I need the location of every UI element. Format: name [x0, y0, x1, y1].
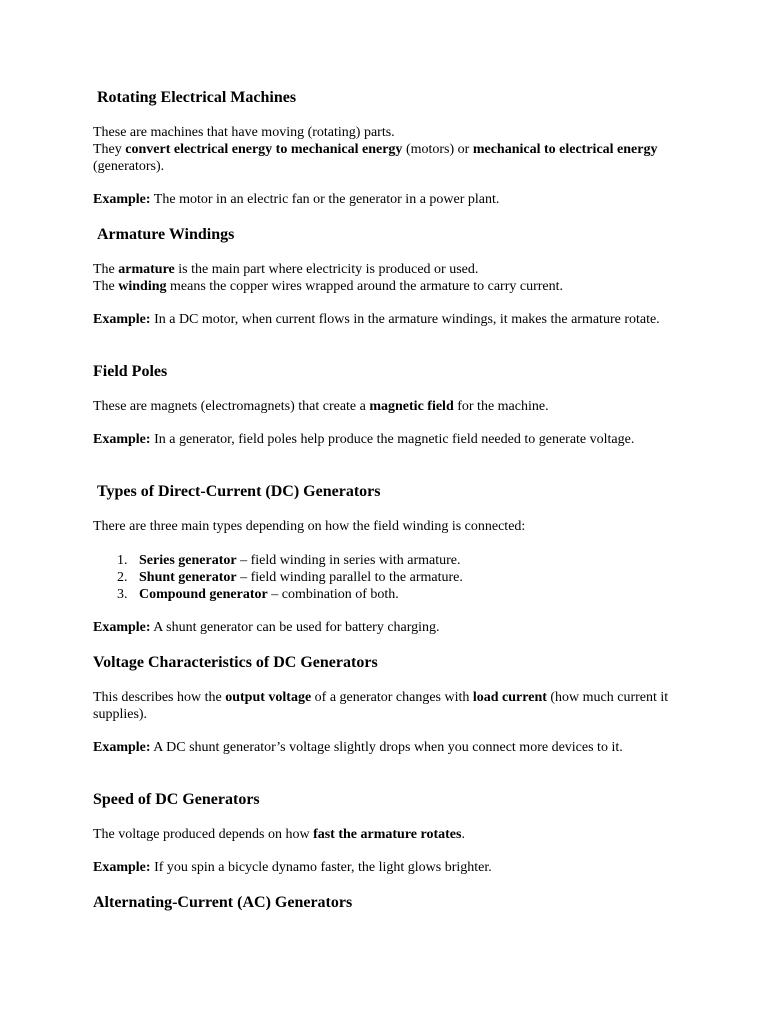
- heading-speed: Speed of DC Generators: [93, 791, 260, 808]
- paragraph-field-poles: These are magnets (electromagnets) that create a magnetic field for the machine.: [93, 399, 549, 414]
- heading-armature-windings: Armature Windings: [97, 226, 235, 243]
- example-dc-types: Example: A shunt generator can be used for battery charging.: [93, 620, 440, 635]
- heading-rotating-machines: Rotating Electrical Machines: [97, 89, 297, 106]
- paragraph-armature: The armature is the main part where electricity is produced or used. The winding means the copper wires wrapped around the armature to carry current.: [93, 262, 564, 294]
- heading-ac-generators: Alternating-Current (AC) Generators: [93, 894, 353, 911]
- paragraph-dc-types: There are three main types depending on how the field winding is connected:: [93, 519, 526, 534]
- example-voltage: Example: A DC shunt generator’s voltage slightly drops when you connect more devices to it.: [93, 740, 623, 755]
- example-speed: Example: If you spin a bicycle dynamo faster, the light glows brighter.: [93, 860, 492, 875]
- paragraph-voltage: This describes how the output voltage of a generator changes with load current (how much current it supplies).: [93, 690, 669, 722]
- paragraph-rotating-intro: These are machines that have moving (rotating) parts. They convert electrical energy to mechanical energy (motors) or mechanical to electrical energy (generators).: [93, 125, 658, 174]
- example-field-poles: Example: In a generator, field poles help produce the magnetic field needed to generate voltage.: [93, 432, 635, 447]
- example-rotating: Example: The motor in an electric fan or the generator in a power plant.: [93, 192, 500, 207]
- heading-field-poles: Field Poles: [93, 363, 168, 380]
- example-armature: Example: In a DC motor, when current flows in the armature windings, it makes the armature rotate.: [93, 312, 660, 327]
- list-item: 3. Compound generator – combination of both.: [117, 587, 399, 602]
- generator-types-list: [93, 552, 678, 603]
- list-item: 2. Shunt generator – field winding parallel to the armature.: [117, 570, 463, 585]
- heading-dc-generator-types: Types of Direct-Current (DC) Generators: [97, 483, 381, 500]
- list-item: 1. Series generator – field winding in series with armature.: [117, 553, 461, 568]
- paragraph-speed: The voltage produced depends on how fast the armature rotates.: [93, 827, 465, 842]
- heading-voltage-characteristics: Voltage Characteristics of DC Generators: [93, 654, 378, 671]
